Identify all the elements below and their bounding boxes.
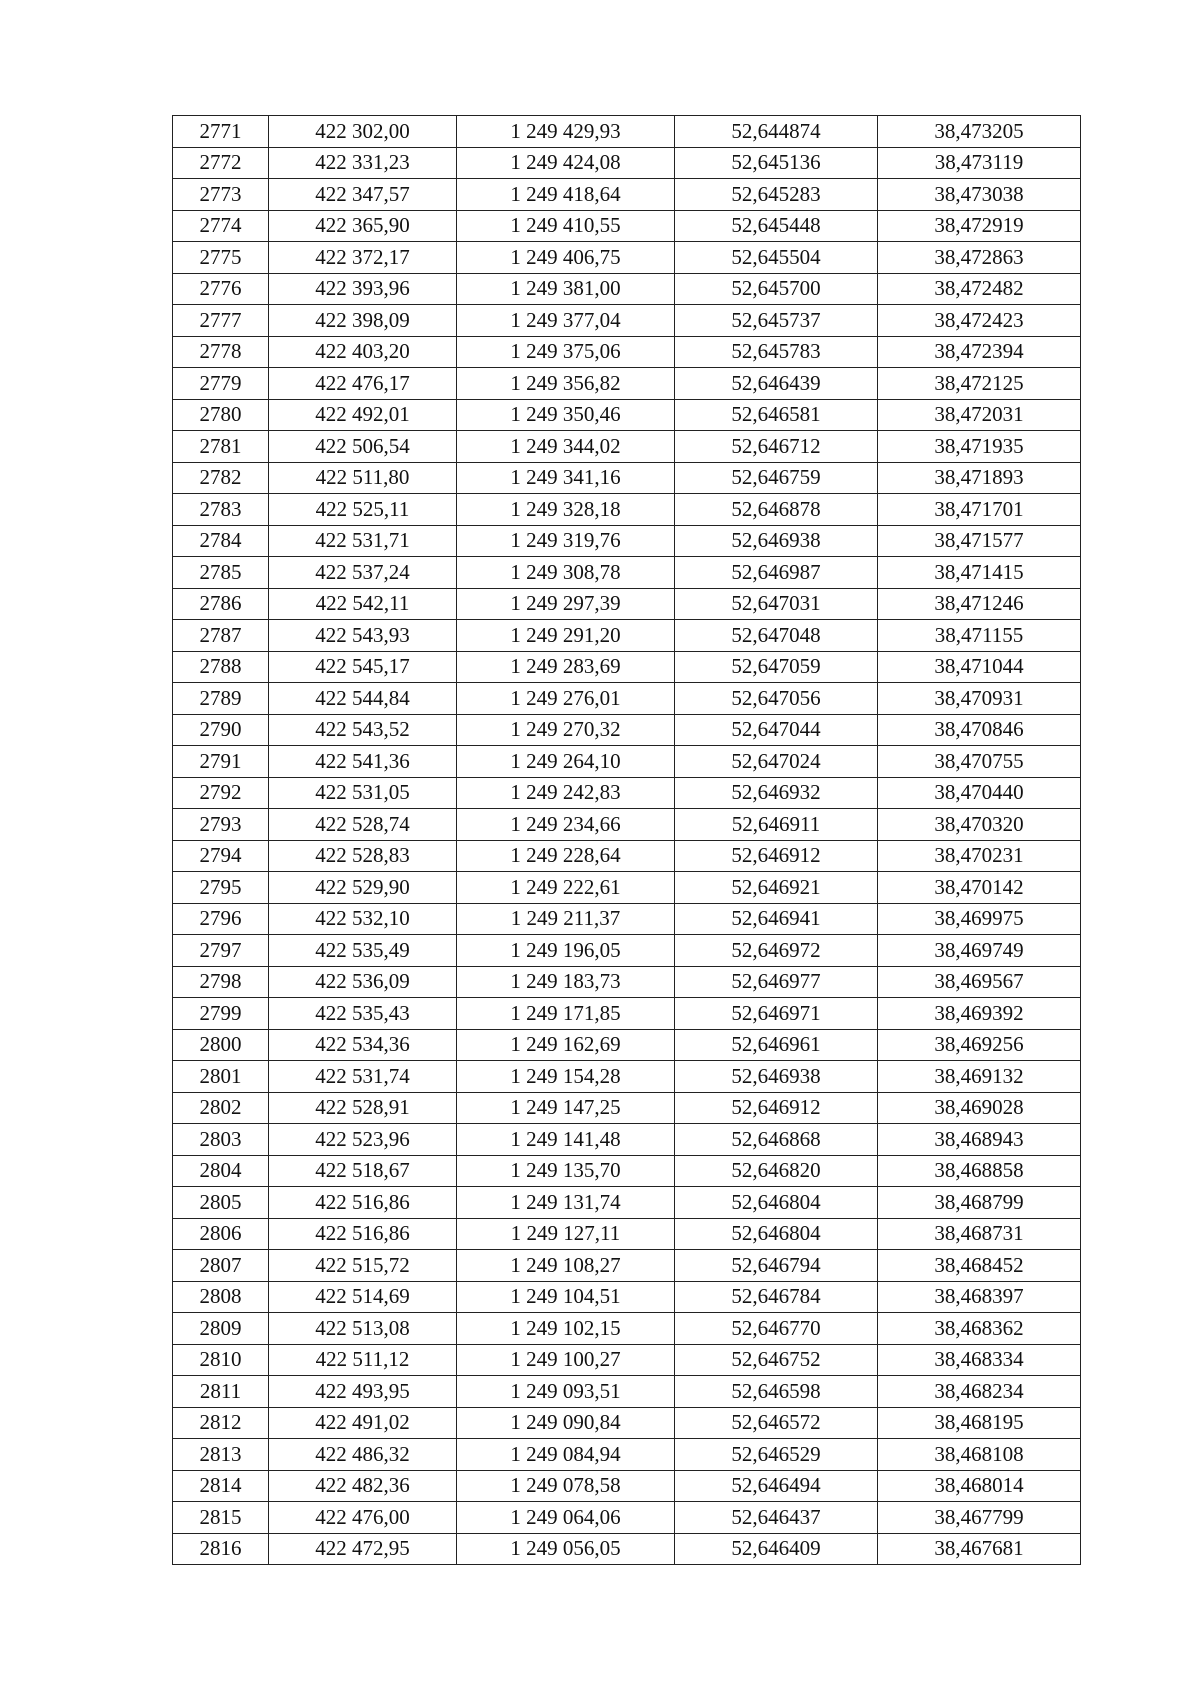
x-coordinate-cell: 422 515,72 <box>269 1250 457 1282</box>
x-coordinate-cell: 422 528,83 <box>269 840 457 872</box>
table-row <box>173 494 1081 526</box>
table-row <box>173 1533 1081 1565</box>
longitude-cell: 38,468943 <box>878 1124 1081 1156</box>
x-coordinate-cell: 422 541,36 <box>269 746 457 778</box>
y-coordinate-cell: 1 249 211,37 <box>457 903 675 935</box>
latitude-cell: 52,646912 <box>675 1092 878 1124</box>
latitude-cell: 52,646529 <box>675 1439 878 1471</box>
y-coordinate-cell: 1 249 135,70 <box>457 1155 675 1187</box>
y-coordinate-cell: 1 249 276,01 <box>457 683 675 715</box>
point-number-cell: 2809 <box>173 1313 269 1345</box>
longitude-cell: 38,468334 <box>878 1344 1081 1376</box>
latitude-cell: 52,647048 <box>675 620 878 652</box>
longitude-cell: 38,472394 <box>878 336 1081 368</box>
y-coordinate-cell: 1 249 308,78 <box>457 557 675 589</box>
longitude-cell: 38,471246 <box>878 588 1081 620</box>
point-number-cell: 2783 <box>173 494 269 526</box>
x-coordinate-cell: 422 476,00 <box>269 1502 457 1534</box>
table-row <box>173 431 1081 463</box>
x-coordinate-cell: 422 545,17 <box>269 651 457 683</box>
table-row <box>173 840 1081 872</box>
y-coordinate-cell: 1 249 183,73 <box>457 966 675 998</box>
table-row <box>173 116 1081 148</box>
table-row <box>173 1281 1081 1313</box>
x-coordinate-cell: 422 543,93 <box>269 620 457 652</box>
latitude-cell: 52,645700 <box>675 273 878 305</box>
longitude-cell: 38,468397 <box>878 1281 1081 1313</box>
point-number-cell: 2785 <box>173 557 269 589</box>
table-row <box>173 620 1081 652</box>
x-coordinate-cell: 422 403,20 <box>269 336 457 368</box>
longitude-cell: 38,470320 <box>878 809 1081 841</box>
table-row <box>173 1470 1081 1502</box>
y-coordinate-cell: 1 249 108,27 <box>457 1250 675 1282</box>
longitude-cell: 38,469256 <box>878 1029 1081 1061</box>
latitude-cell: 52,646804 <box>675 1187 878 1219</box>
longitude-cell: 38,472919 <box>878 210 1081 242</box>
point-number-cell: 2812 <box>173 1407 269 1439</box>
latitude-cell: 52,646878 <box>675 494 878 526</box>
point-number-cell: 2771 <box>173 116 269 148</box>
y-coordinate-cell: 1 249 341,16 <box>457 462 675 494</box>
x-coordinate-cell: 422 535,49 <box>269 935 457 967</box>
latitude-cell: 52,646921 <box>675 872 878 904</box>
latitude-cell: 52,647056 <box>675 683 878 715</box>
x-coordinate-cell: 422 331,23 <box>269 147 457 179</box>
latitude-cell: 52,645783 <box>675 336 878 368</box>
table-row <box>173 777 1081 809</box>
point-number-cell: 2806 <box>173 1218 269 1250</box>
x-coordinate-cell: 422 511,12 <box>269 1344 457 1376</box>
point-number-cell: 2795 <box>173 872 269 904</box>
table-row <box>173 557 1081 589</box>
point-number-cell: 2803 <box>173 1124 269 1156</box>
y-coordinate-cell: 1 249 424,08 <box>457 147 675 179</box>
y-coordinate-cell: 1 249 154,28 <box>457 1061 675 1093</box>
y-coordinate-cell: 1 249 104,51 <box>457 1281 675 1313</box>
longitude-cell: 38,471935 <box>878 431 1081 463</box>
y-coordinate-cell: 1 249 196,05 <box>457 935 675 967</box>
x-coordinate-cell: 422 516,86 <box>269 1218 457 1250</box>
x-coordinate-cell: 422 537,24 <box>269 557 457 589</box>
latitude-cell: 52,646820 <box>675 1155 878 1187</box>
y-coordinate-cell: 1 249 356,82 <box>457 368 675 400</box>
x-coordinate-cell: 422 532,10 <box>269 903 457 935</box>
y-coordinate-cell: 1 249 131,74 <box>457 1187 675 1219</box>
point-number-cell: 2782 <box>173 462 269 494</box>
latitude-cell: 52,646759 <box>675 462 878 494</box>
latitude-cell: 52,646941 <box>675 903 878 935</box>
y-coordinate-cell: 1 249 319,76 <box>457 525 675 557</box>
x-coordinate-cell: 422 302,00 <box>269 116 457 148</box>
y-coordinate-cell: 1 249 162,69 <box>457 1029 675 1061</box>
longitude-cell: 38,468108 <box>878 1439 1081 1471</box>
y-coordinate-cell: 1 249 064,06 <box>457 1502 675 1534</box>
latitude-cell: 52,646938 <box>675 1061 878 1093</box>
table-row <box>173 147 1081 179</box>
latitude-cell: 52,647024 <box>675 746 878 778</box>
table-row <box>173 1376 1081 1408</box>
table-row <box>173 1187 1081 1219</box>
table-row <box>173 1029 1081 1061</box>
point-number-cell: 2801 <box>173 1061 269 1093</box>
longitude-cell: 38,469749 <box>878 935 1081 967</box>
y-coordinate-cell: 1 249 084,94 <box>457 1439 675 1471</box>
table-row <box>173 1250 1081 1282</box>
y-coordinate-cell: 1 249 228,64 <box>457 840 675 872</box>
point-number-cell: 2784 <box>173 525 269 557</box>
table-row <box>173 1155 1081 1187</box>
table-row <box>173 462 1081 494</box>
latitude-cell: 52,647059 <box>675 651 878 683</box>
y-coordinate-cell: 1 249 147,25 <box>457 1092 675 1124</box>
y-coordinate-cell: 1 249 141,48 <box>457 1124 675 1156</box>
x-coordinate-cell: 422 531,74 <box>269 1061 457 1093</box>
table-row <box>173 651 1081 683</box>
latitude-cell: 52,645504 <box>675 242 878 274</box>
longitude-cell: 38,468731 <box>878 1218 1081 1250</box>
point-number-cell: 2788 <box>173 651 269 683</box>
x-coordinate-cell: 422 514,69 <box>269 1281 457 1313</box>
x-coordinate-cell: 422 491,02 <box>269 1407 457 1439</box>
longitude-cell: 38,470142 <box>878 872 1081 904</box>
point-number-cell: 2794 <box>173 840 269 872</box>
y-coordinate-cell: 1 249 377,04 <box>457 305 675 337</box>
latitude-cell: 52,646972 <box>675 935 878 967</box>
table-row <box>173 683 1081 715</box>
longitude-cell: 38,468234 <box>878 1376 1081 1408</box>
point-number-cell: 2790 <box>173 714 269 746</box>
x-coordinate-cell: 422 482,36 <box>269 1470 457 1502</box>
x-coordinate-cell: 422 525,11 <box>269 494 457 526</box>
latitude-cell: 52,646409 <box>675 1533 878 1565</box>
latitude-cell: 52,645737 <box>675 305 878 337</box>
latitude-cell: 52,646712 <box>675 431 878 463</box>
longitude-cell: 38,470755 <box>878 746 1081 778</box>
point-number-cell: 2797 <box>173 935 269 967</box>
longitude-cell: 38,469567 <box>878 966 1081 998</box>
table-row <box>173 336 1081 368</box>
x-coordinate-cell: 422 528,74 <box>269 809 457 841</box>
longitude-cell: 38,468452 <box>878 1250 1081 1282</box>
latitude-cell: 52,646794 <box>675 1250 878 1282</box>
x-coordinate-cell: 422 513,08 <box>269 1313 457 1345</box>
point-number-cell: 2810 <box>173 1344 269 1376</box>
latitude-cell: 52,645283 <box>675 179 878 211</box>
x-coordinate-cell: 422 493,95 <box>269 1376 457 1408</box>
x-coordinate-cell: 422 543,52 <box>269 714 457 746</box>
x-coordinate-cell: 422 393,96 <box>269 273 457 305</box>
y-coordinate-cell: 1 249 171,85 <box>457 998 675 1030</box>
longitude-cell: 38,469392 <box>878 998 1081 1030</box>
point-number-cell: 2816 <box>173 1533 269 1565</box>
latitude-cell: 52,646572 <box>675 1407 878 1439</box>
point-number-cell: 2791 <box>173 746 269 778</box>
point-number-cell: 2802 <box>173 1092 269 1124</box>
x-coordinate-cell: 422 528,91 <box>269 1092 457 1124</box>
y-coordinate-cell: 1 249 291,20 <box>457 620 675 652</box>
table-row <box>173 1439 1081 1471</box>
table-row <box>173 966 1081 998</box>
longitude-cell: 38,467681 <box>878 1533 1081 1565</box>
point-number-cell: 2793 <box>173 809 269 841</box>
latitude-cell: 52,646437 <box>675 1502 878 1534</box>
x-coordinate-cell: 422 398,09 <box>269 305 457 337</box>
latitude-cell: 52,646494 <box>675 1470 878 1502</box>
longitude-cell: 38,471577 <box>878 525 1081 557</box>
latitude-cell: 52,646977 <box>675 966 878 998</box>
y-coordinate-cell: 1 249 406,75 <box>457 242 675 274</box>
point-number-cell: 2813 <box>173 1439 269 1471</box>
longitude-cell: 38,470440 <box>878 777 1081 809</box>
point-number-cell: 2814 <box>173 1470 269 1502</box>
table-row <box>173 305 1081 337</box>
x-coordinate-cell: 422 486,32 <box>269 1439 457 1471</box>
table-row <box>173 1313 1081 1345</box>
y-coordinate-cell: 1 249 056,05 <box>457 1533 675 1565</box>
longitude-cell: 38,473205 <box>878 116 1081 148</box>
latitude-cell: 52,646938 <box>675 525 878 557</box>
longitude-cell: 38,467799 <box>878 1502 1081 1534</box>
point-number-cell: 2789 <box>173 683 269 715</box>
longitude-cell: 38,469975 <box>878 903 1081 935</box>
longitude-cell: 38,472031 <box>878 399 1081 431</box>
point-number-cell: 2796 <box>173 903 269 935</box>
latitude-cell: 52,646804 <box>675 1218 878 1250</box>
x-coordinate-cell: 422 542,11 <box>269 588 457 620</box>
table-row <box>173 809 1081 841</box>
y-coordinate-cell: 1 249 375,06 <box>457 336 675 368</box>
x-coordinate-cell: 422 534,36 <box>269 1029 457 1061</box>
table-row <box>173 1344 1081 1376</box>
longitude-cell: 38,468362 <box>878 1313 1081 1345</box>
longitude-cell: 38,471044 <box>878 651 1081 683</box>
latitude-cell: 52,646784 <box>675 1281 878 1313</box>
latitude-cell: 52,646911 <box>675 809 878 841</box>
table-row <box>173 1407 1081 1439</box>
point-number-cell: 2781 <box>173 431 269 463</box>
table-row <box>173 368 1081 400</box>
table-row <box>173 1502 1081 1534</box>
latitude-cell: 52,647031 <box>675 588 878 620</box>
y-coordinate-cell: 1 249 283,69 <box>457 651 675 683</box>
x-coordinate-cell: 422 492,01 <box>269 399 457 431</box>
point-number-cell: 2786 <box>173 588 269 620</box>
point-number-cell: 2808 <box>173 1281 269 1313</box>
latitude-cell: 52,645448 <box>675 210 878 242</box>
coordinates-table <box>172 115 1081 1565</box>
table-row <box>173 998 1081 1030</box>
y-coordinate-cell: 1 249 242,83 <box>457 777 675 809</box>
longitude-cell: 38,469132 <box>878 1061 1081 1093</box>
latitude-cell: 52,646581 <box>675 399 878 431</box>
table-row <box>173 179 1081 211</box>
y-coordinate-cell: 1 249 410,55 <box>457 210 675 242</box>
longitude-cell: 38,472125 <box>878 368 1081 400</box>
x-coordinate-cell: 422 506,54 <box>269 431 457 463</box>
point-number-cell: 2777 <box>173 305 269 337</box>
point-number-cell: 2807 <box>173 1250 269 1282</box>
table-row <box>173 714 1081 746</box>
latitude-cell: 52,646868 <box>675 1124 878 1156</box>
longitude-cell: 38,473038 <box>878 179 1081 211</box>
longitude-cell: 38,472863 <box>878 242 1081 274</box>
latitude-cell: 52,644874 <box>675 116 878 148</box>
x-coordinate-cell: 422 511,80 <box>269 462 457 494</box>
latitude-cell: 52,647044 <box>675 714 878 746</box>
point-number-cell: 2798 <box>173 966 269 998</box>
longitude-cell: 38,468858 <box>878 1155 1081 1187</box>
x-coordinate-cell: 422 516,86 <box>269 1187 457 1219</box>
point-number-cell: 2779 <box>173 368 269 400</box>
x-coordinate-cell: 422 372,17 <box>269 242 457 274</box>
point-number-cell: 2799 <box>173 998 269 1030</box>
latitude-cell: 52,646598 <box>675 1376 878 1408</box>
table-row <box>173 273 1081 305</box>
latitude-cell: 52,646971 <box>675 998 878 1030</box>
table-row <box>173 1218 1081 1250</box>
table-row <box>173 872 1081 904</box>
longitude-cell: 38,468014 <box>878 1470 1081 1502</box>
longitude-cell: 38,470931 <box>878 683 1081 715</box>
longitude-cell: 38,470231 <box>878 840 1081 872</box>
y-coordinate-cell: 1 249 270,32 <box>457 714 675 746</box>
x-coordinate-cell: 422 531,71 <box>269 525 457 557</box>
y-coordinate-cell: 1 249 102,15 <box>457 1313 675 1345</box>
x-coordinate-cell: 422 529,90 <box>269 872 457 904</box>
point-number-cell: 2774 <box>173 210 269 242</box>
table-row <box>173 242 1081 274</box>
point-number-cell: 2778 <box>173 336 269 368</box>
table-row <box>173 903 1081 935</box>
point-number-cell: 2780 <box>173 399 269 431</box>
point-number-cell: 2792 <box>173 777 269 809</box>
y-coordinate-cell: 1 249 350,46 <box>457 399 675 431</box>
y-coordinate-cell: 1 249 418,64 <box>457 179 675 211</box>
x-coordinate-cell: 422 544,84 <box>269 683 457 715</box>
y-coordinate-cell: 1 249 090,84 <box>457 1407 675 1439</box>
x-coordinate-cell: 422 347,57 <box>269 179 457 211</box>
y-coordinate-cell: 1 249 328,18 <box>457 494 675 526</box>
longitude-cell: 38,471893 <box>878 462 1081 494</box>
y-coordinate-cell: 1 249 127,11 <box>457 1218 675 1250</box>
longitude-cell: 38,471415 <box>878 557 1081 589</box>
x-coordinate-cell: 422 536,09 <box>269 966 457 998</box>
y-coordinate-cell: 1 249 222,61 <box>457 872 675 904</box>
y-coordinate-cell: 1 249 344,02 <box>457 431 675 463</box>
longitude-cell: 38,472482 <box>878 273 1081 305</box>
latitude-cell: 52,646961 <box>675 1029 878 1061</box>
x-coordinate-cell: 422 531,05 <box>269 777 457 809</box>
point-number-cell: 2776 <box>173 273 269 305</box>
longitude-cell: 38,470846 <box>878 714 1081 746</box>
x-coordinate-cell: 422 535,43 <box>269 998 457 1030</box>
x-coordinate-cell: 422 518,67 <box>269 1155 457 1187</box>
coordinates-table-body <box>173 116 1081 1565</box>
longitude-cell: 38,468799 <box>878 1187 1081 1219</box>
x-coordinate-cell: 422 476,17 <box>269 368 457 400</box>
table-row <box>173 210 1081 242</box>
latitude-cell: 52,646770 <box>675 1313 878 1345</box>
latitude-cell: 52,646987 <box>675 557 878 589</box>
point-number-cell: 2772 <box>173 147 269 179</box>
latitude-cell: 52,646912 <box>675 840 878 872</box>
point-number-cell: 2804 <box>173 1155 269 1187</box>
point-number-cell: 2775 <box>173 242 269 274</box>
latitude-cell: 52,645136 <box>675 147 878 179</box>
longitude-cell: 38,473119 <box>878 147 1081 179</box>
y-coordinate-cell: 1 249 429,93 <box>457 116 675 148</box>
y-coordinate-cell: 1 249 093,51 <box>457 1376 675 1408</box>
table-row <box>173 1124 1081 1156</box>
table-row <box>173 525 1081 557</box>
y-coordinate-cell: 1 249 381,00 <box>457 273 675 305</box>
point-number-cell: 2773 <box>173 179 269 211</box>
y-coordinate-cell: 1 249 264,10 <box>457 746 675 778</box>
table-row <box>173 1092 1081 1124</box>
y-coordinate-cell: 1 249 297,39 <box>457 588 675 620</box>
point-number-cell: 2811 <box>173 1376 269 1408</box>
point-number-cell: 2787 <box>173 620 269 652</box>
latitude-cell: 52,646752 <box>675 1344 878 1376</box>
table-row <box>173 588 1081 620</box>
latitude-cell: 52,646439 <box>675 368 878 400</box>
x-coordinate-cell: 422 365,90 <box>269 210 457 242</box>
longitude-cell: 38,471701 <box>878 494 1081 526</box>
x-coordinate-cell: 422 472,95 <box>269 1533 457 1565</box>
y-coordinate-cell: 1 249 234,66 <box>457 809 675 841</box>
point-number-cell: 2815 <box>173 1502 269 1534</box>
table-row <box>173 399 1081 431</box>
table-row <box>173 1061 1081 1093</box>
x-coordinate-cell: 422 523,96 <box>269 1124 457 1156</box>
point-number-cell: 2805 <box>173 1187 269 1219</box>
longitude-cell: 38,468195 <box>878 1407 1081 1439</box>
table-row <box>173 746 1081 778</box>
longitude-cell: 38,469028 <box>878 1092 1081 1124</box>
longitude-cell: 38,471155 <box>878 620 1081 652</box>
y-coordinate-cell: 1 249 100,27 <box>457 1344 675 1376</box>
y-coordinate-cell: 1 249 078,58 <box>457 1470 675 1502</box>
table-row <box>173 935 1081 967</box>
latitude-cell: 52,646932 <box>675 777 878 809</box>
longitude-cell: 38,472423 <box>878 305 1081 337</box>
point-number-cell: 2800 <box>173 1029 269 1061</box>
